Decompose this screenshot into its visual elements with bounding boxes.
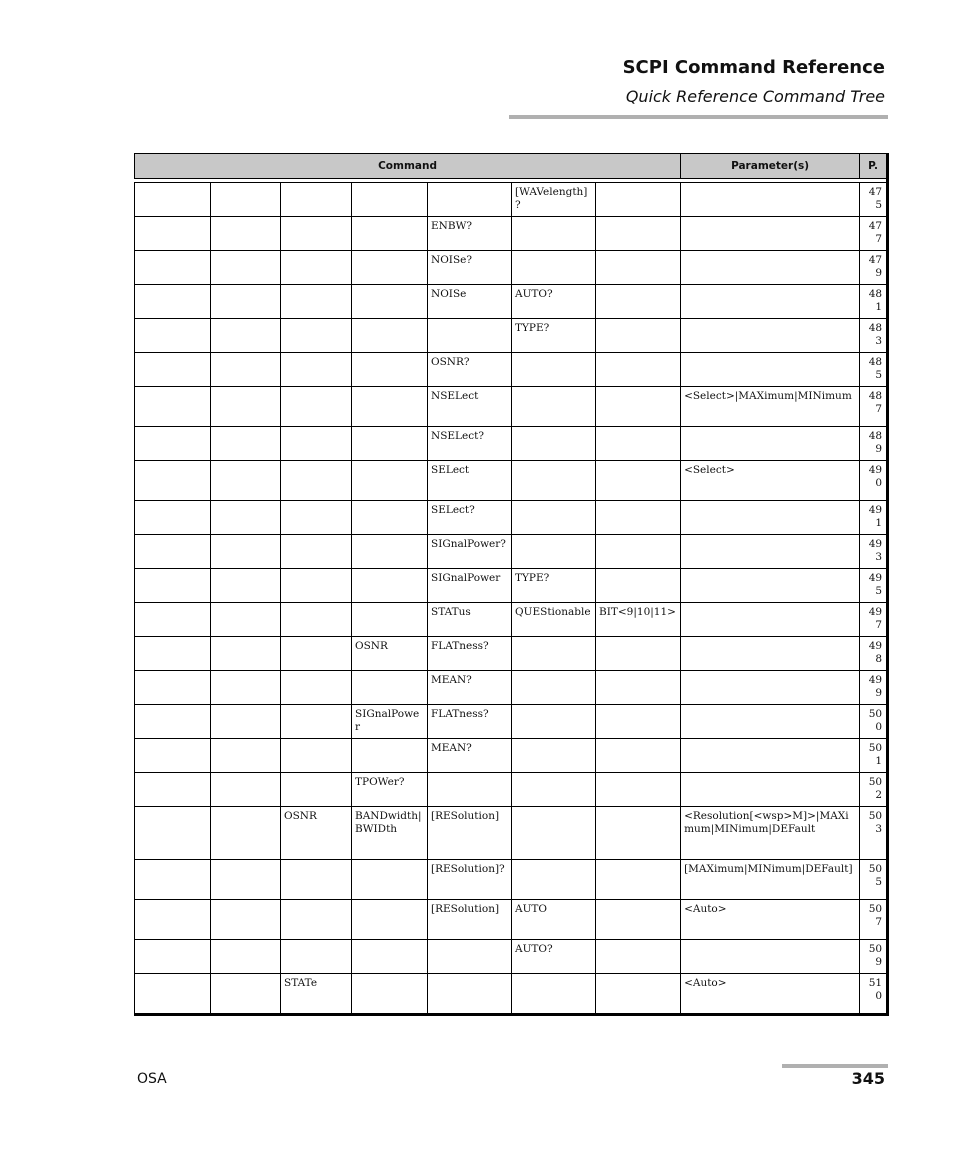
command-cell (135, 217, 211, 251)
command-cell: BIT<9|10|11> (596, 603, 681, 637)
table-row (135, 705, 888, 739)
command-cell (512, 739, 596, 773)
header-rule (509, 115, 888, 119)
command-cell (135, 807, 211, 860)
command-cell (281, 251, 352, 285)
command-cell (596, 285, 681, 319)
command-cell (135, 285, 211, 319)
command-cell (211, 535, 281, 569)
parameter-cell: <Auto> (681, 900, 860, 940)
command-cell (281, 860, 352, 900)
command-cell (512, 501, 596, 535)
command-cell (211, 773, 281, 807)
command-cell (596, 807, 681, 860)
command-cell (596, 705, 681, 739)
command-cell (352, 535, 428, 569)
command-cell (596, 387, 681, 427)
command-cell (281, 773, 352, 807)
command-cell (281, 637, 352, 671)
command-cell (135, 860, 211, 900)
table-row (135, 860, 888, 900)
command-cell (211, 353, 281, 387)
command-cell (352, 251, 428, 285)
page-ref-cell: 477 (860, 217, 888, 251)
command-cell (352, 461, 428, 501)
command-cell (281, 940, 352, 974)
command-cell (352, 217, 428, 251)
command-cell: AUTO? (512, 285, 596, 319)
command-cell (512, 705, 596, 739)
page-ref-cell: 503 (860, 807, 888, 860)
command-cell: TPOWer? (352, 773, 428, 807)
parameter-cell (681, 940, 860, 974)
command-cell: STATus (428, 603, 512, 637)
command-cell (211, 501, 281, 535)
footer-rule (782, 1064, 888, 1068)
page-ref-cell: 497 (860, 603, 888, 637)
page-ref-cell: 509 (860, 940, 888, 974)
command-cell (281, 285, 352, 319)
command-cell (352, 387, 428, 427)
page-ref-cell: 475 (860, 183, 888, 217)
command-cell (512, 353, 596, 387)
page-ref-cell: 479 (860, 251, 888, 285)
command-cell: TYPE? (512, 569, 596, 603)
page-ref-cell: 501 (860, 739, 888, 773)
command-cell (135, 183, 211, 217)
command-cell (211, 569, 281, 603)
table-row (135, 217, 888, 251)
command-cell (596, 739, 681, 773)
command-cell (281, 319, 352, 353)
command-cell (135, 461, 211, 501)
table-row (135, 535, 888, 569)
command-cell (281, 427, 352, 461)
command-cell: TYPE? (512, 319, 596, 353)
command-cell (211, 387, 281, 427)
table-row (135, 940, 888, 974)
parameter-cell (681, 183, 860, 217)
page-ref-cell: 489 (860, 427, 888, 461)
command-cell (281, 535, 352, 569)
command-cell (135, 705, 211, 739)
command-cell (211, 427, 281, 461)
command-cell (352, 427, 428, 461)
command-cell (281, 603, 352, 637)
table-row (135, 739, 888, 773)
parameter-cell: <Auto> (681, 974, 860, 1015)
command-cell (596, 427, 681, 461)
command-cell (211, 671, 281, 705)
table-row (135, 569, 888, 603)
command-cell (135, 569, 211, 603)
command-cell (596, 183, 681, 217)
command-cell (512, 671, 596, 705)
page-ref-cell: 487 (860, 387, 888, 427)
command-cell (281, 387, 352, 427)
command-cell (596, 860, 681, 900)
command-cell: AUTO? (512, 940, 596, 974)
command-cell: MEAN? (428, 671, 512, 705)
command-cell (352, 569, 428, 603)
command-cell (352, 671, 428, 705)
page-ref-cell: 485 (860, 353, 888, 387)
command-cell: AUTO (512, 900, 596, 940)
page-ref-cell: 505 (860, 860, 888, 900)
command-cell: NSELect (428, 387, 512, 427)
page-ref-cell: 507 (860, 900, 888, 940)
command-cell: OSNR? (428, 353, 512, 387)
command-cell (281, 461, 352, 501)
command-cell (512, 387, 596, 427)
page-ref-cell: 500 (860, 705, 888, 739)
table-row (135, 773, 888, 807)
parameter-cell (681, 569, 860, 603)
command-cell (596, 671, 681, 705)
command-cell: MEAN? (428, 739, 512, 773)
command-cell (211, 860, 281, 900)
command-cell (135, 427, 211, 461)
command-cell (211, 603, 281, 637)
command-cell (596, 637, 681, 671)
command-header: Command (135, 154, 681, 179)
command-cell (135, 739, 211, 773)
command-cell (352, 285, 428, 319)
command-cell: NOISe? (428, 251, 512, 285)
table-row (135, 285, 888, 319)
parameter-cell (681, 251, 860, 285)
command-cell: SIGnalPower (428, 569, 512, 603)
command-cell (352, 739, 428, 773)
command-cell: [RESolution] (428, 807, 512, 860)
command-cell (281, 739, 352, 773)
command-cell (281, 183, 352, 217)
page-subtitle: Quick Reference Command Tree (625, 87, 885, 106)
command-cell: OSNR (281, 807, 352, 860)
command-cell (211, 705, 281, 739)
command-cell (211, 251, 281, 285)
parameter-cell: <Resolution[<wsp>M]>|MAXi mum|MINimum|DEFault (681, 807, 860, 860)
command-cell (512, 773, 596, 807)
command-cell (135, 940, 211, 974)
footer-product: OSA (137, 1071, 167, 1087)
command-cell (596, 569, 681, 603)
command-cell (135, 319, 211, 353)
command-cell (211, 739, 281, 773)
parameter-cell: <Select> (681, 461, 860, 501)
command-cell (512, 461, 596, 501)
command-cell (281, 705, 352, 739)
command-cell (135, 637, 211, 671)
parameter-cell (681, 319, 860, 353)
command-cell (135, 900, 211, 940)
table-row (135, 387, 888, 427)
command-cell (512, 974, 596, 1015)
command-cell (352, 183, 428, 217)
page-header: P. (860, 154, 888, 179)
command-cell (352, 603, 428, 637)
command-cell (211, 461, 281, 501)
page-ref-cell: 491 (860, 501, 888, 535)
table-row (135, 900, 888, 940)
page-ref-cell: 510 (860, 974, 888, 1015)
table-row (135, 353, 888, 387)
command-cell (512, 251, 596, 285)
command-cell (211, 974, 281, 1015)
table-row (135, 671, 888, 705)
table-row (135, 637, 888, 671)
command-cell (211, 807, 281, 860)
command-cell: QUEStionable (512, 603, 596, 637)
command-cell (428, 319, 512, 353)
command-cell (596, 319, 681, 353)
parameter-cell (681, 637, 860, 671)
table-row (135, 461, 888, 501)
command-cell (211, 637, 281, 671)
command-rows (135, 183, 888, 1015)
table-row (135, 319, 888, 353)
command-cell (135, 974, 211, 1015)
parameter-cell (681, 705, 860, 739)
parameter-cell (681, 217, 860, 251)
command-cell (596, 217, 681, 251)
command-cell (596, 251, 681, 285)
command-cell (135, 535, 211, 569)
command-cell (428, 940, 512, 974)
table-row (135, 807, 888, 860)
table-row (135, 974, 888, 1015)
command-cell: NOISe (428, 285, 512, 319)
page-ref-cell: 481 (860, 285, 888, 319)
command-cell: FLATness? (428, 705, 512, 739)
parameter-cell (681, 353, 860, 387)
parameter-cell (681, 773, 860, 807)
parameter-cell (681, 427, 860, 461)
command-cell: SELect? (428, 501, 512, 535)
command-cell (211, 900, 281, 940)
page-ref-cell: 495 (860, 569, 888, 603)
command-cell (352, 319, 428, 353)
parameter-cell (681, 535, 860, 569)
command-cell (596, 353, 681, 387)
command-cell (135, 773, 211, 807)
command-cell (281, 217, 352, 251)
command-cell (135, 251, 211, 285)
parameter-cell (681, 285, 860, 319)
table-row (135, 251, 888, 285)
command-cell: STATe (281, 974, 352, 1015)
command-cell (211, 183, 281, 217)
command-cell (281, 353, 352, 387)
command-cell (512, 637, 596, 671)
command-cell (428, 183, 512, 217)
command-cell: BANDwidth| BWIDth (352, 807, 428, 860)
command-cell (211, 319, 281, 353)
command-cell (281, 501, 352, 535)
command-cell (135, 353, 211, 387)
parameter-cell (681, 501, 860, 535)
parameter-cell: <Select>|MAXimum|MINimum (681, 387, 860, 427)
command-cell (512, 217, 596, 251)
parameters-header: Parameter(s) (681, 154, 860, 179)
parameter-cell (681, 603, 860, 637)
page-ref-cell: 499 (860, 671, 888, 705)
command-cell (596, 773, 681, 807)
parameter-cell (681, 671, 860, 705)
command-cell (352, 940, 428, 974)
command-cell (596, 501, 681, 535)
command-cell: SELect (428, 461, 512, 501)
command-cell (352, 900, 428, 940)
command-cell (135, 603, 211, 637)
page-ref-cell: 493 (860, 535, 888, 569)
command-cell (512, 807, 596, 860)
command-cell (596, 940, 681, 974)
page-ref-cell: 502 (860, 773, 888, 807)
command-cell: SIGnalPower (352, 705, 428, 739)
command-cell: OSNR (352, 637, 428, 671)
command-cell (596, 900, 681, 940)
command-cell (596, 974, 681, 1015)
page-ref-cell: 483 (860, 319, 888, 353)
command-cell (352, 353, 428, 387)
table-row (135, 501, 888, 535)
command-cell: ENBW? (428, 217, 512, 251)
command-cell (352, 974, 428, 1015)
command-cell (135, 387, 211, 427)
command-cell (352, 860, 428, 900)
page-number: 345 (851, 1069, 885, 1088)
command-cell (135, 671, 211, 705)
command-cell: [RESolution]? (428, 860, 512, 900)
table-row (135, 183, 888, 217)
command-cell (596, 535, 681, 569)
command-cell (512, 427, 596, 461)
command-cell: FLATness? (428, 637, 512, 671)
command-cell (281, 569, 352, 603)
parameter-cell (681, 739, 860, 773)
command-cell (281, 900, 352, 940)
page-title: SCPI Command Reference (622, 57, 885, 78)
command-cell (512, 860, 596, 900)
command-cell (281, 671, 352, 705)
command-cell (211, 285, 281, 319)
command-cell: [RESolution] (428, 900, 512, 940)
parameter-cell: [MAXimum|MINimum|DEFault] (681, 860, 860, 900)
table-row (135, 603, 888, 637)
command-cell: [WAVelength]? (512, 183, 596, 217)
command-cell (211, 940, 281, 974)
command-cell (428, 773, 512, 807)
command-table (134, 153, 889, 1016)
command-cell (135, 501, 211, 535)
command-cell: NSELect? (428, 427, 512, 461)
table-row (135, 427, 888, 461)
command-cell (211, 217, 281, 251)
command-cell (352, 501, 428, 535)
page-ref-cell: 490 (860, 461, 888, 501)
page-ref-cell: 498 (860, 637, 888, 671)
command-cell (512, 535, 596, 569)
command-cell: SIGnalPower? (428, 535, 512, 569)
command-cell (428, 974, 512, 1015)
command-cell (596, 461, 681, 501)
